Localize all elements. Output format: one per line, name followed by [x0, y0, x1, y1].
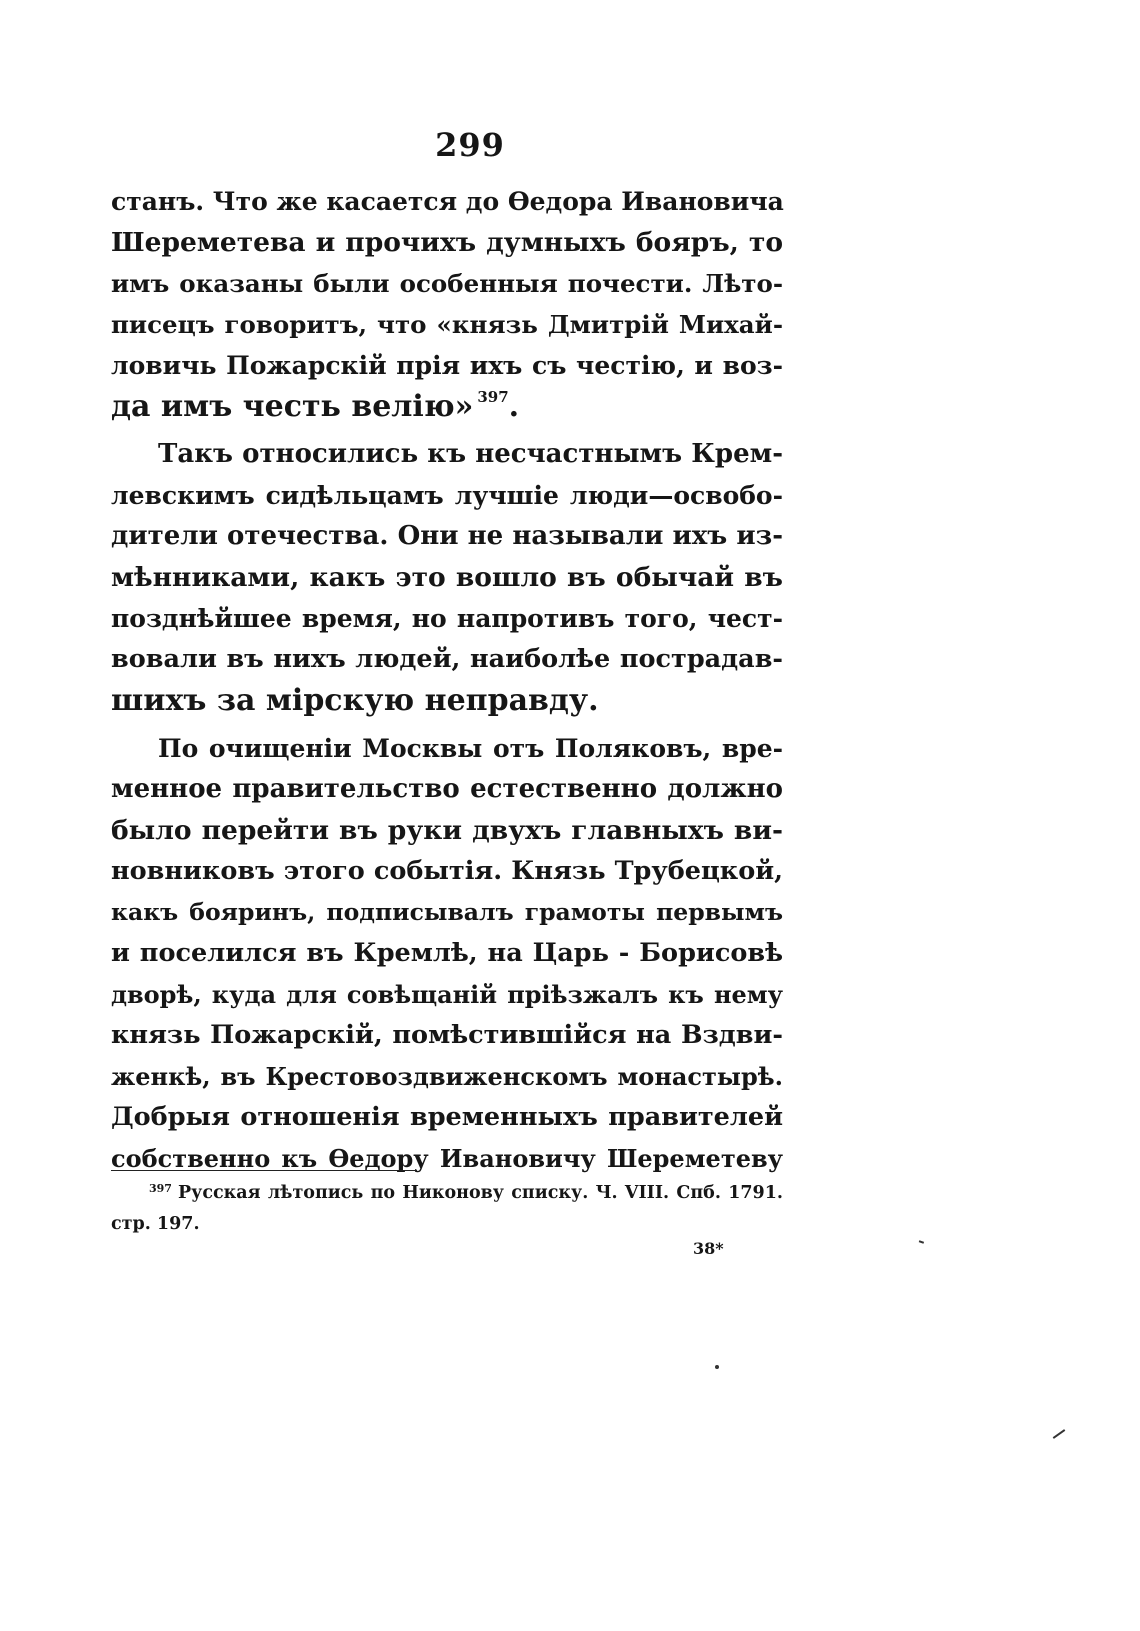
- footnote-line: [111, 1178, 783, 1209]
- text-line: да имъ честь велію» $^{397}$.: [111, 388, 520, 424]
- footnote-number: 397: [149, 1182, 172, 1195]
- footnote: [111, 1178, 783, 1240]
- body-text: [111, 181, 783, 1179]
- signature-mark: 38*: [693, 1239, 724, 1258]
- text-line: менное правительство естественно должно: [111, 774, 783, 804]
- page-number: 299: [435, 126, 505, 164]
- scan-speck: [919, 1240, 924, 1243]
- text-line: вовали въ нихъ людей, наиболѣе пострадав-: [111, 644, 783, 674]
- text-line: дители отечества. Они не называли ихъ из-: [111, 521, 783, 551]
- text-line: дворѣ, куда для совѣщаній пріѣзжалъ къ нему: [111, 980, 783, 1009]
- text-line: было перейти въ руки двухъ главныхъ ви-: [111, 815, 783, 846]
- scan-speck: [715, 1365, 719, 1369]
- text-line: По очищеніи Москвы отъ Поляковъ, вре-: [158, 734, 783, 763]
- text-line: ловичь Пожарскій прія ихъ съ честію, и воз-: [111, 351, 783, 380]
- text-line: собственно къ Өедору Ивановичу Шереметеву: [111, 1144, 783, 1173]
- text-line: Добрыя отношенія временныхъ правителей: [111, 1102, 783, 1132]
- footnote-text: Русская лѣтопись по Никонову списку. Ч. VIII. Спб. 1791.: [177, 1183, 783, 1203]
- text-line: новниковъ этого событія. Князь Трубецкой,: [111, 856, 783, 886]
- text-line: станъ. Что же касается до Өедора Ивановича: [111, 187, 784, 216]
- text-line: писецъ говоритъ, что «князь Дмитрій Михай-: [111, 310, 783, 339]
- text-line: какъ бояринъ, подписывалъ грамоты первымъ: [111, 898, 783, 926]
- text-line: шихъ за мірскую неправду.: [111, 683, 599, 718]
- text-line: левскимъ сидѣльцамъ лучшіе люди—освобо-: [111, 481, 783, 510]
- scan-speck: [1053, 1429, 1066, 1439]
- text-line: Такъ относились къ несчастнымъ Крем-: [158, 439, 783, 469]
- text-line: мѣнниками, какъ это вошло въ обычай въ: [111, 562, 783, 593]
- text-line: позднѣйшее время, но напротивъ того, чест-: [111, 604, 783, 633]
- text-line: и поселился въ Кремлѣ, на Царь - Борисовѣ: [111, 938, 783, 968]
- footnote-reference: 397: [477, 388, 509, 406]
- text-line: Шереметева и прочихъ думныхъ бояръ, то: [111, 227, 783, 258]
- footnote-line: стр. 197.: [111, 1214, 200, 1234]
- text-line: женкѣ, въ Крестовоздвиженскомъ монастырѣ.: [111, 1062, 783, 1091]
- footnote-divider: [111, 1170, 417, 1171]
- text-line: князь Пожарскій, помѣстившійся на Вздви-: [111, 1020, 783, 1050]
- text-line: имъ оказаны были особенныя почести. Лѣто-: [111, 269, 783, 298]
- text-line-content: да имъ честь велію»: [111, 389, 474, 424]
